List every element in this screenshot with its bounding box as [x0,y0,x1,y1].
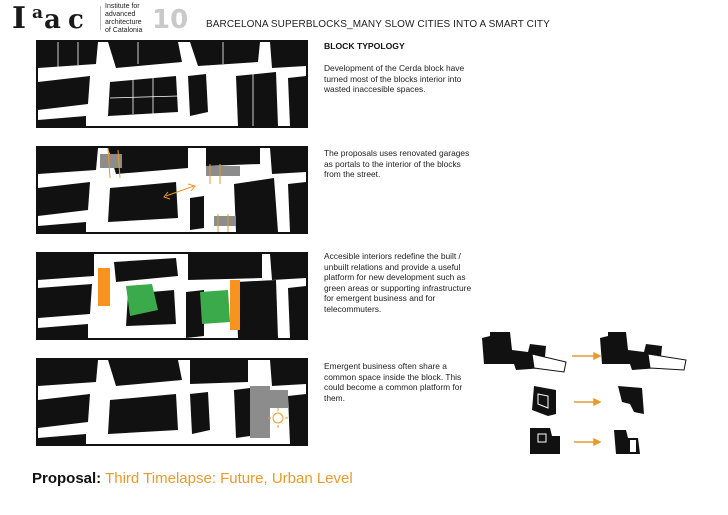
svg-text:a: a [44,5,61,32]
anniversary-badge [150,3,190,31]
institute-line: advanced [105,11,136,18]
description-3: Accesible interiors redefine the built / unbuilt relations and provide a useful platform for new development such as green areas or supporting infrastructure for emergent business and for telecommuters. [324,251,472,314]
block-plan-panel-3 [36,252,308,340]
institute-name [105,3,150,35]
section-heading: BLOCK TYPOLOGY [324,41,405,51]
institute-line: of Catalonia [105,27,143,34]
iaac-logo [12,2,98,32]
svg-text:c: c [68,5,84,32]
footer-text: Third Timelapse: Future, Urban Level [105,470,353,487]
description-2: The proposals uses renovated garages as portals to the interior of the blocks from the street. [324,148,470,179]
svg-text:I: I [12,2,27,32]
block-transformation-diagram [476,330,696,460]
footer-label: Proposal: [32,470,102,487]
block-plan-panel-4 [36,358,308,446]
block-plan-panel-1 [36,40,308,128]
block-plan-panel-2 [36,146,308,234]
description-4: Emergent business often share a common space inside the block. This could become a common platform for them. [324,361,463,403]
footer-caption [32,470,353,487]
description-1: Development of the Cerda block have turned most of the blocks interior into wasted inaccesible spaces. [324,63,465,94]
logo-divider [100,6,101,30]
svg-text:a: a [32,3,44,23]
institute-line: Institute for [105,3,140,10]
page-title: BARCELONA SUPERBLOCKS_MANY SLOW CITIES INTO A SMART CITY [206,19,550,30]
badge-number: 10 [152,5,189,31]
institute-line: architecture [105,19,142,26]
